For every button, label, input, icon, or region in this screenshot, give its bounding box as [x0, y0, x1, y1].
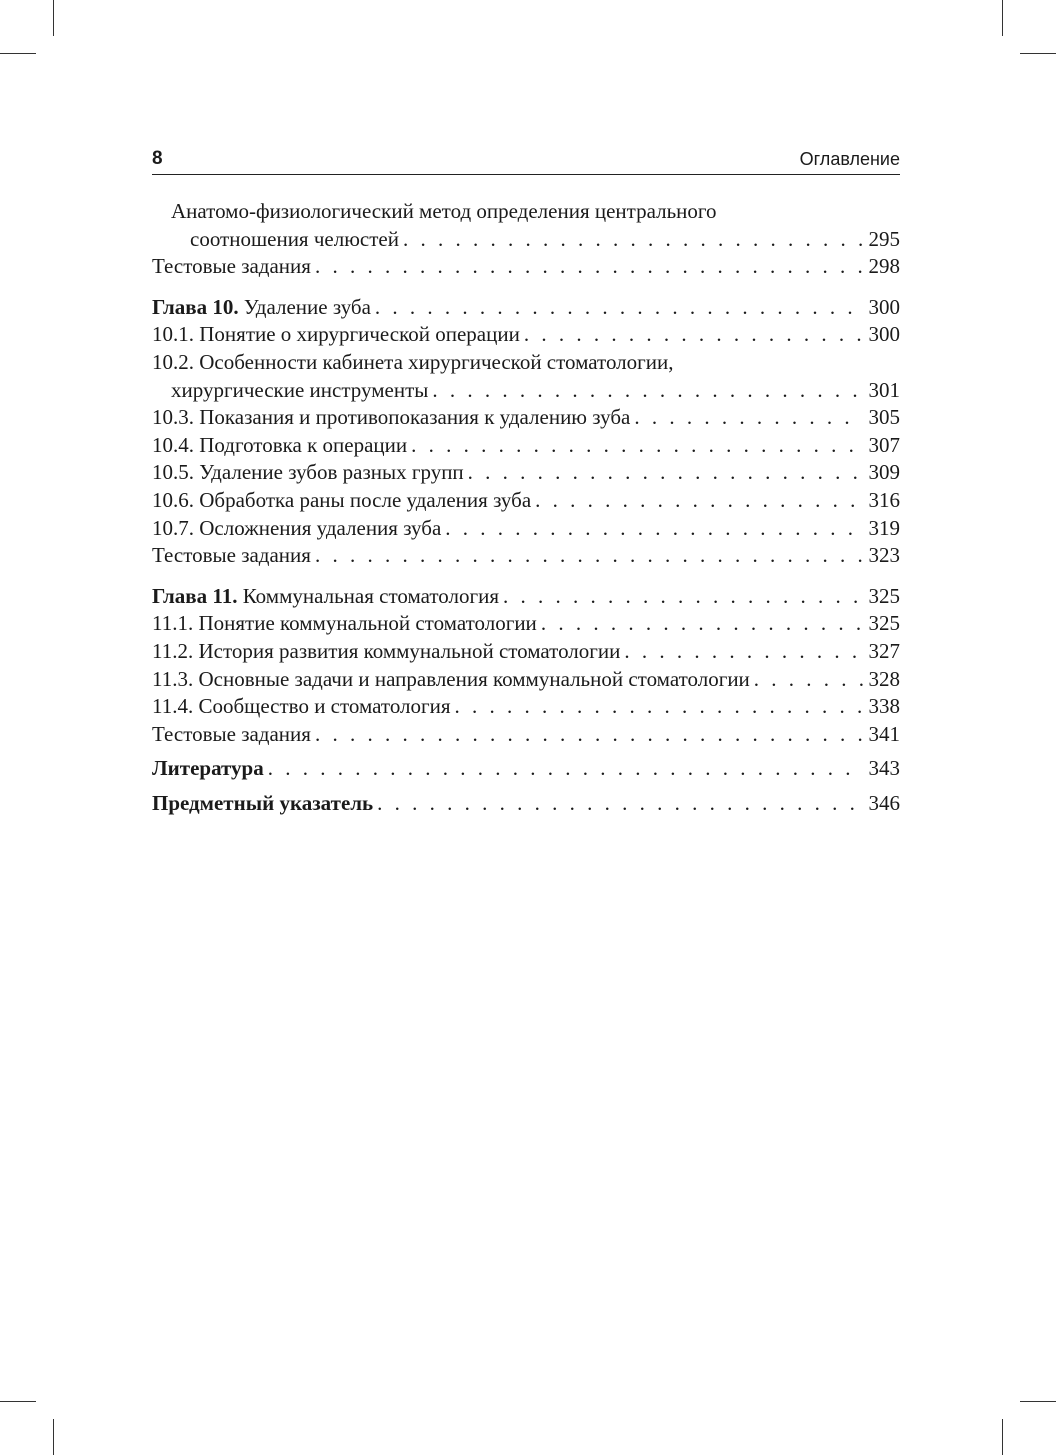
toc-page-number: 327: [868, 638, 900, 663]
dot-leader: [377, 790, 862, 818]
toc-entry: [152, 542, 900, 570]
running-title: Оглавление: [799, 149, 900, 169]
toc-page-number: 309: [868, 460, 900, 485]
chapter-name: Коммунальная стоматология: [237, 583, 499, 608]
toc-entry: [152, 666, 900, 694]
toc-chapter: [152, 583, 900, 611]
toc-entry-title: 11.4. Сообщество и стоматология: [152, 694, 451, 719]
dot-leader: [634, 404, 862, 432]
dot-leader: [535, 487, 862, 515]
dot-leader: [455, 693, 863, 721]
toc-entry: [152, 487, 900, 515]
toc-subject-index: Предметный указатель: [152, 790, 374, 815]
crop-mark: [1020, 53, 1056, 54]
toc-entry: [152, 432, 900, 460]
toc-page-number: 316: [868, 487, 900, 512]
toc-page-number: 300: [868, 294, 900, 319]
dot-leader: [268, 755, 863, 783]
crop-mark: [1002, 1419, 1003, 1455]
toc-page-number: 346: [868, 790, 900, 815]
toc-literature: Литература: [152, 756, 264, 781]
toc-entry-title: Тестовые задания: [152, 543, 311, 568]
dot-leader: [315, 542, 863, 570]
toc-entry: [152, 404, 900, 432]
toc-entry: [152, 610, 900, 638]
toc-page-number: 325: [868, 583, 900, 608]
dot-leader: [315, 253, 863, 281]
toc-chapter: [152, 790, 900, 818]
crop-mark: [53, 1419, 54, 1455]
toc-entry-title: 10.1. Понятие о хирургической операции: [152, 322, 520, 347]
toc-page-number: 343: [868, 756, 900, 781]
toc-page-number: 305: [868, 405, 900, 430]
dot-leader: [541, 610, 863, 638]
toc-chapter-title: [152, 583, 499, 611]
dot-leader: [411, 432, 862, 460]
toc-chapter: [152, 294, 900, 322]
toc-page-number: 298: [868, 254, 900, 279]
page-number: 8: [152, 148, 163, 169]
toc-entry-title: 10.2. Особенности кабинета хирургической стоматологии,: [152, 349, 674, 374]
toc-entry-title: 11.1. Понятие коммунальной стоматологии: [152, 611, 537, 636]
dot-leader: [503, 583, 863, 611]
toc-entry-title: Тестовые задания: [152, 721, 311, 746]
toc-entry-title: Анатомо-физиологический метод определения центрального: [171, 199, 717, 223]
dot-leader: [403, 226, 863, 254]
toc-page-number: 328: [868, 666, 900, 691]
toc-entry-title: 11.3. Основные задачи и направления коммунальной стоматологии: [152, 666, 750, 691]
toc-entry: [152, 198, 900, 226]
chapter-label: Глава 10.: [152, 294, 239, 319]
toc-entry: [152, 226, 900, 254]
toc-chapter-title: [152, 294, 371, 322]
dot-leader: [754, 666, 863, 694]
toc-entry: [152, 377, 900, 405]
toc-entry-title: 10.4. Подготовка к операции: [152, 432, 408, 457]
toc-page-number: 295: [868, 226, 900, 251]
dot-leader: [524, 321, 863, 349]
toc-chapter: [152, 755, 900, 783]
toc-entry: [152, 515, 900, 543]
dot-leader: [445, 515, 862, 543]
toc-entry-title: Тестовые задания: [152, 254, 311, 279]
toc-page-number: 325: [868, 611, 900, 636]
dot-leader: [315, 721, 863, 749]
toc-entry-title: хирургические инструменты: [171, 377, 429, 402]
dot-leader: [468, 459, 863, 487]
dot-leader: [432, 377, 862, 405]
chapter-name: Удаление зуба: [238, 294, 371, 319]
toc-entry: [152, 721, 900, 749]
toc-page-number: 338: [868, 694, 900, 719]
toc-page-number: 307: [868, 432, 900, 457]
crop-mark: [0, 1401, 36, 1402]
dot-leader: [624, 638, 862, 666]
dot-leader: [375, 294, 863, 322]
crop-mark: [1002, 0, 1003, 36]
chapter-label: Глава 11.: [152, 583, 238, 608]
toc-page-number: 301: [868, 377, 900, 402]
toc-entry: [152, 459, 900, 487]
crop-mark: [1020, 1401, 1056, 1402]
toc-entry: [152, 253, 900, 281]
toc-entry-title: соотношения челюстей: [190, 226, 399, 251]
crop-mark: [0, 53, 36, 54]
toc-entry: [152, 693, 900, 721]
crop-mark: [53, 0, 54, 36]
table-of-contents: [152, 198, 900, 817]
toc-entry-title: 10.7. Осложнения удаления зуба: [152, 515, 442, 540]
toc-entry: [152, 349, 900, 377]
toc-page-number: 319: [868, 515, 900, 540]
toc-entry: [152, 321, 900, 349]
toc-entry-title: 11.2. История развития коммунальной стоматологии: [152, 638, 621, 663]
toc-page-number: 323: [868, 543, 900, 568]
toc-page-number: 300: [868, 322, 900, 347]
toc-entry-title: 10.5. Удаление зубов разных групп: [152, 460, 464, 485]
toc-page-number: 341: [868, 721, 900, 746]
toc-entry-title: 10.3. Показания и противопоказания к удалению зуба: [152, 405, 631, 430]
toc-entry-title: 10.6. Обработка раны после удаления зуба: [152, 487, 532, 512]
page-header: [152, 148, 900, 175]
toc-entry: [152, 638, 900, 666]
